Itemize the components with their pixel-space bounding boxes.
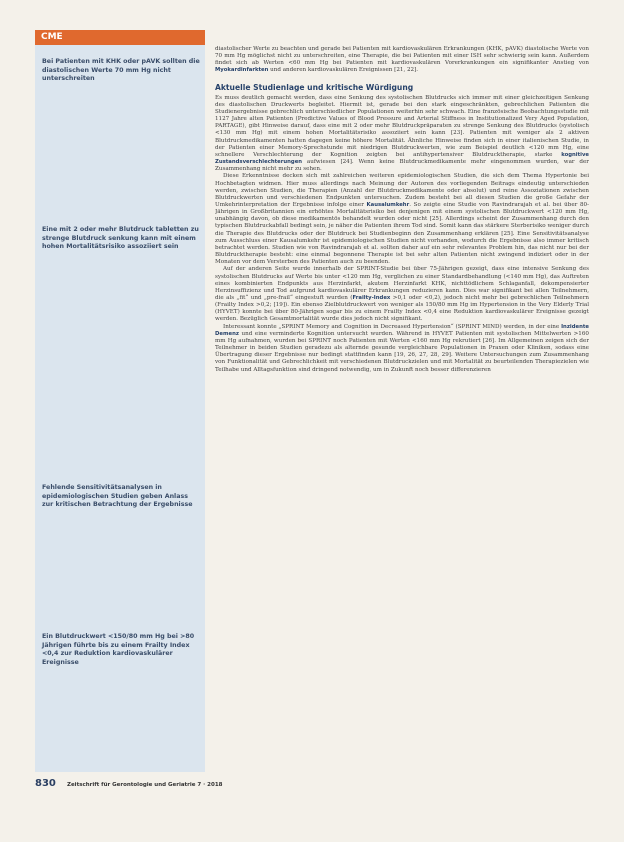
paragraph: Es muss deutlich gemacht werden, dass eine Senkung des systolischen Blutdrucks sich immer mit einer gleichzeitigen Senkung des diastolischen Druckwerts begleitet. Hiermit ist, gerade bei den stark eingeschränkten, gebrechlichen Patienten die Studienergebnisse gebrechlich unterschiedlicher Populationen weiterhin sehr schwach. Eine französische Beobachtungsstudie mit 1127 Jahre alten Patienten (Predictive Values of Blood Pressure and Arterial Stiffness in Institutionalized Very Aged Population, PARTAGE), gibt Hinweise darauf, dass eine mit 2 oder mehr Blutdruckpräparaten zu strenge Senkung des Blutdrucks (systolisch <130 mm Hg) mit einem hohen Mortalitätsrisiko assoziiert sein kann [23]. Patienten mit weniger als 2 aktiven Blutdruckmedikamenten hatten dagegen keine höhere Mortalität. Ähnliche Hinweise finden sich in einer italienischen Studie, in der Patienten einer Memory-Sprechstunde mit niedrigen Blutdruckwerten, wie zum Beispiel deutlich <120 mm Hg, eine schnellere Verschlechterung der Kognition zeigten bei antihypertensiver Blutdrucktherapie, starke kognitive Zustandsverschlechterungen aufwiesen [24]. Wenn keine Blutdruckmedikamente mehr eingenommen wurden, war der Zusammenhang nicht mehr zu sehen. (215, 94, 589, 173)
margin-note: Ein Blutdruckwert <150/80 mm Hg bei >80 Jährigen führte bis zu einem Frailty Index <0,4 zur Reduktion kardiovaskulärer Ereignisse (42, 633, 195, 666)
margin-note: Fehlende Sensitivitätsanalysen in epidemiologischen Studien geben Anlass zur kritischen Betrachtung der Ergebnisse (42, 484, 193, 509)
article-body (215, 46, 589, 762)
key-term: Myokardinfarkten (215, 67, 269, 74)
key-term: Frailty-Index (352, 295, 391, 301)
margin-note: Eine mit 2 oder mehr Blutdruck tabletten zu strenge Blutdruck senkung kann mit einem hohen Mortalitätsrisiko assoziiert sein (42, 226, 199, 251)
paragraph: diastolischer Werte zu beachten und gerade bei Patienten mit kardiovaskulären Erkrankungen (KHK, pAVK) diastolische Werte von 70 mm Hg möglichst nicht zu unterschreiten, eine Therapie, die bei Patienten mit einer ISH sehr schwierig sein kann. Außerdem findet sich ab Werten <60 mm Hg bei Patienten mit kardiovaskulären Vorerkrankungen ein signifikanter Anstieg von Myokardinfarkten und anderen kardiovaskulären Ereignissen [21, 22]. (215, 46, 589, 74)
key-term: Kausalumkehr (366, 201, 410, 208)
paragraph: Auf der anderen Seite wurde innerhalb der SPRINT-Studie bei über 75-Jährigen gezeigt, dass eine intensive Senkung des systolischen Blutdrucks auf Werte bis unter <120 mm Hg, verglichen zu einer Standardbehandlung (<140 mm Hg), das Auftreten eines kombinierten Endpunkts aus Herzinfarkt, akutem Herzinfarkt KHK, nichttödlichem Schlaganfall, dekompensierter Herzinsuffizienz und Tod aufgrund kardiovaskulärer Erkrankungen reduzieren kann. Dies war signifikant bei allen Teilnehmern, die als „fit“ und „pre-frail“ eingestuft wurden (Frailty-Index >0,1 oder <0,2), jedoch nicht mehr bei gebrechlichen Teilnehmern (Frailty Index >0,2; [19]). Ein ebenso Zielblutdruckwert von weniger als 150/80 mm Hg im Hypertension in the Very Elderly Trial (HYVET) konnte bei über 80-Jährigen sogar bis zu einem Frailty Index <0,4 eine Reduktion kardiovaskulärer Ereignisse gezeigt werden. Bezüglich Gesamtmortalität wurde dies jedoch nicht signifikant. (215, 266, 589, 323)
cme-label: CME (35, 30, 205, 45)
key-term: kognitive Zustandsverschlechterungen (215, 151, 589, 166)
margin-note: Bei Patienten mit KHK oder pAVK sollten die diastolischen Werte 70 mm Hg nicht unterschreiten (42, 58, 200, 83)
paragraph: Diese Erkenntnisse decken sich mit zahlreichen weiteren epidemiologischen Studien, die sich dem Thema Hypertonie bei Hochbetagten widmen. Hier muss allerdings nach Meinung der Autoren des vorliegenden Beitrags eindeutig unterschieden werden, zwischen Studien, die Therapien (Anzahl der Blutdruckmedikamente oder absolut) und reine Assoziationen zwischen Blutdruckwerten und verschiedenen Endpunkten untersuchen. Zudem besteht bei all diesen Studien die große Gefahr der Umkehrinterpretation der Ergebnisse infolge einer Kausalumkehr. So zeigte eine Studie von Ravindrarajah et al. bei über 80-Jährigen in Großbritannien ein erhöhtes Mortalitätsrisiko bei denjenigen mit einem systolischen Blutdruckwert <120 mm Hg, unabhängig davon, ob diese medikamentös behandelt wurden oder nicht [25]. Allerdings scheint der Zusammenhang durch den typischen Blutdruckabfall bedingt sein, je näher die Patienten ihrem Tod sind. Somit kann das stärkere Sterberisiko weniger durch die Therapie des Blutdrucks oder der Blutdruck bei Studienbeginn den Zusammenhang erklären [25]. Eine Sensitivitätsanalyse zum Ausschluss einer Kausalumkehr ist epidemiologischen Studien nicht vorhanden, wodurch die Ergebnisse also immer kritisch betrachtet werden. Studien wie von Ravindrarajah et al. sollten daher auf ein sehr relevantes Problem hin, das nicht nur bei der Blutdrucktherapie besteht: eine einmal begonnene Therapie ist bei sehr alten Patienten nicht zwingend indiziert oder in der Monaten vor dem Versterben des Patienten auch zu beenden. (215, 173, 589, 266)
section-heading: Aktuelle Studienlage und kritische Würdigung (215, 82, 414, 92)
page-number: 830 (35, 778, 56, 789)
journal-citation: Zeitschrift für Gerontologie und Geriatrie 7 · 2018 (66, 782, 223, 788)
paragraph: Interessant konnte „SPRINT Memory and Cognition in Decreased Hypertension“ (SPRINT MIND) werden, in der eine Inzidente Demenz und eine verminderte Kognition untersucht wurden. Während in HYVET Patienten mit systolischen Mittelwerten >160 mm Hg aufnahmen, wurden bei SPRINT noch Patienten mit Werten <160 mm Hg rekrutiert [26]. Im Allgemeinen zeigen sich der Teilnehmer in beiden Studien geradezu als alternde gesunde vergleichbare Populationen in Praxen oder Kliniken, sodass eine Übertragung dieser Ergebnisse nur bedingt stattfinden kann [19, 26, 27, 28, 29]. Weitere Untersuchungen zum Zusammenhang von Funktionalität und Gebrechlichkeit mit verschiedenen Blutdruckzielen und mit Mortalität zu beurteilenden Therapiezielen wie Teilhabe und Alltagsfunktion sind dringend notwendig, um in Zukunft noch besser differenzieren (215, 323, 589, 373)
key-term: Inzidente Demenz (215, 323, 589, 337)
page-footer (35, 771, 595, 789)
